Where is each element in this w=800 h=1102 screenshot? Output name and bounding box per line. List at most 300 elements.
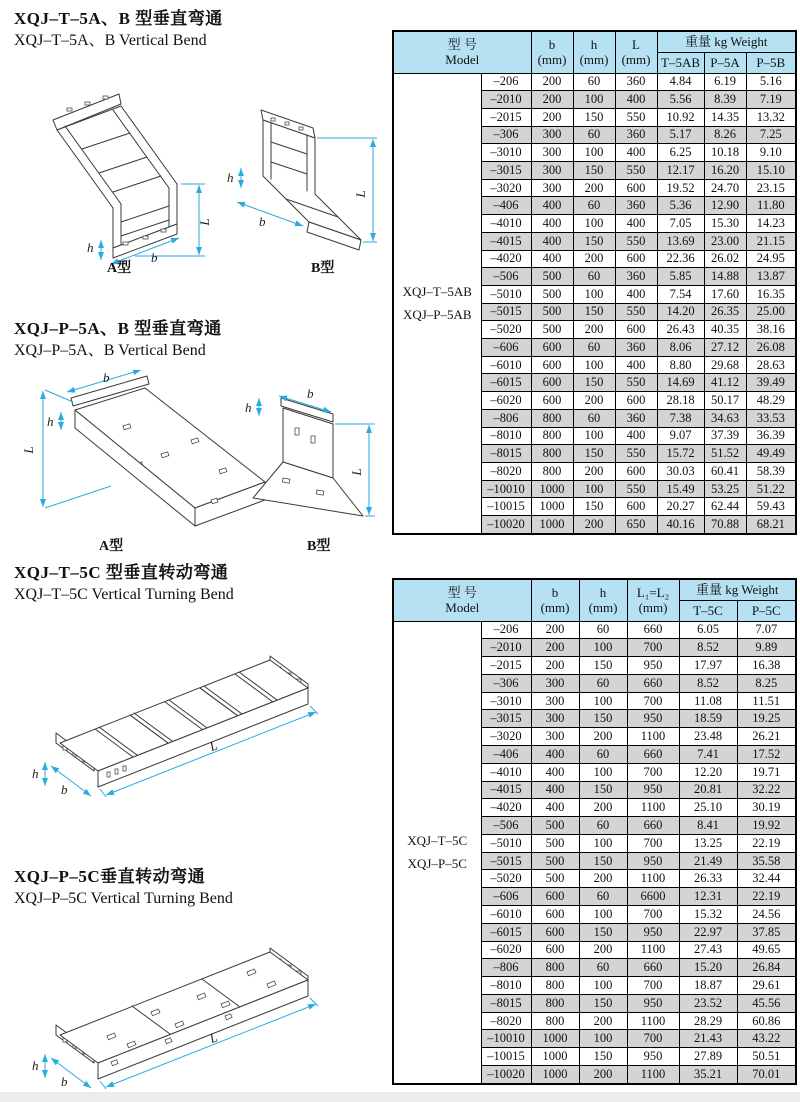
value-cell: 20.27 bbox=[657, 498, 704, 516]
value-cell: 60 bbox=[579, 745, 627, 763]
value-cell: 18.87 bbox=[679, 977, 737, 995]
value-cell: 48.29 bbox=[746, 392, 796, 410]
model-suffix-cell: –3015 bbox=[481, 710, 531, 728]
model-suffix-cell: –5015 bbox=[481, 303, 531, 321]
model-suffix-cell: –6010 bbox=[481, 356, 531, 374]
value-cell: 400 bbox=[615, 427, 657, 445]
value-cell: 60 bbox=[573, 126, 615, 144]
value-cell: 500 bbox=[531, 817, 579, 835]
model-suffix-cell: –406 bbox=[481, 197, 531, 215]
model-suffix-cell: –10015 bbox=[481, 498, 531, 516]
model-suffix-cell: –4015 bbox=[481, 232, 531, 250]
value-cell: 17.60 bbox=[704, 285, 746, 303]
model-suffix-cell: –8010 bbox=[481, 427, 531, 445]
dim-label-l: L bbox=[207, 1029, 220, 1047]
value-cell: 600 bbox=[615, 321, 657, 339]
value-cell: 800 bbox=[531, 959, 579, 977]
value-cell: 400 bbox=[615, 91, 657, 109]
value-cell: 200 bbox=[573, 179, 615, 197]
model-suffix-cell: –6020 bbox=[481, 392, 531, 410]
value-cell: 19.92 bbox=[737, 817, 796, 835]
section-title-p5ab bbox=[14, 318, 222, 362]
model-suffix-cell: –5010 bbox=[481, 285, 531, 303]
value-cell: 500 bbox=[531, 303, 573, 321]
dim-label-b: b bbox=[307, 386, 314, 401]
value-cell: 30.19 bbox=[737, 799, 796, 817]
value-cell: 60 bbox=[579, 888, 627, 906]
value-cell: 8.52 bbox=[679, 639, 737, 657]
value-cell: 800 bbox=[531, 977, 579, 995]
value-cell: 400 bbox=[615, 356, 657, 374]
value-cell: 21.15 bbox=[746, 232, 796, 250]
model-suffix-cell: –206 bbox=[481, 73, 531, 91]
value-cell: 1100 bbox=[627, 941, 679, 959]
value-cell: 12.31 bbox=[679, 888, 737, 906]
value-cell: 12.17 bbox=[657, 162, 704, 180]
value-cell: 23.52 bbox=[679, 994, 737, 1012]
value-cell: 150 bbox=[573, 374, 615, 392]
title-en: XQJ–P–5A、B Vertical Bend bbox=[14, 342, 206, 359]
value-cell: 800 bbox=[531, 427, 573, 445]
model-suffix-cell: –6010 bbox=[481, 906, 531, 924]
value-cell: 5.85 bbox=[657, 268, 704, 286]
value-cell: 60.41 bbox=[704, 462, 746, 480]
value-cell: 24.70 bbox=[704, 179, 746, 197]
value-cell: 360 bbox=[615, 126, 657, 144]
value-cell: 500 bbox=[531, 285, 573, 303]
value-cell: 22.19 bbox=[737, 888, 796, 906]
value-cell: 200 bbox=[579, 941, 627, 959]
value-cell: 800 bbox=[531, 994, 579, 1012]
value-cell: 22.19 bbox=[737, 834, 796, 852]
model-name-cell bbox=[393, 73, 481, 534]
value-cell: 27.89 bbox=[679, 1048, 737, 1066]
value-cell: 150 bbox=[573, 232, 615, 250]
model-suffix-cell: –5010 bbox=[481, 834, 531, 852]
value-cell: 550 bbox=[615, 232, 657, 250]
value-cell: 550 bbox=[615, 303, 657, 321]
value-cell: 700 bbox=[627, 639, 679, 657]
value-cell: 200 bbox=[531, 108, 573, 126]
value-cell: 100 bbox=[579, 906, 627, 924]
value-cell: 500 bbox=[531, 268, 573, 286]
value-cell: 300 bbox=[531, 728, 579, 746]
value-cell: 800 bbox=[531, 462, 573, 480]
value-cell: 700 bbox=[627, 763, 679, 781]
dim-label-h: h bbox=[32, 766, 39, 781]
dim-label-h: h bbox=[32, 1058, 39, 1073]
value-cell: 36.39 bbox=[746, 427, 796, 445]
model-label: XQJ–P–5C bbox=[407, 855, 467, 871]
title-zh: XQJ–P–5A、B 型垂直弯通 bbox=[14, 319, 222, 338]
model-suffix-cell: –506 bbox=[481, 817, 531, 835]
value-cell: 27.43 bbox=[679, 941, 737, 959]
value-cell: 60 bbox=[579, 621, 627, 639]
value-cell: 8.25 bbox=[737, 674, 796, 692]
value-cell: 300 bbox=[531, 126, 573, 144]
value-cell: 9.89 bbox=[737, 639, 796, 657]
value-cell: 8.06 bbox=[657, 339, 704, 357]
model-suffix-cell: –10010 bbox=[481, 480, 531, 498]
model-suffix-cell: –806 bbox=[481, 409, 531, 427]
value-cell: 150 bbox=[579, 710, 627, 728]
dim-label-l: L bbox=[197, 218, 212, 226]
value-cell: 13.87 bbox=[746, 268, 796, 286]
value-cell: 1000 bbox=[531, 480, 573, 498]
value-cell: 5.36 bbox=[657, 197, 704, 215]
value-cell: 600 bbox=[615, 392, 657, 410]
value-cell: 200 bbox=[579, 1012, 627, 1030]
value-cell: 300 bbox=[531, 692, 579, 710]
value-cell: 150 bbox=[579, 994, 627, 1012]
value-cell: 23.15 bbox=[746, 179, 796, 197]
value-cell: 950 bbox=[627, 994, 679, 1012]
value-cell: 19.52 bbox=[657, 179, 704, 197]
model-suffix-cell: –406 bbox=[481, 745, 531, 763]
value-cell: 500 bbox=[531, 834, 579, 852]
model-suffix-cell: –6015 bbox=[481, 374, 531, 392]
value-cell: 150 bbox=[579, 852, 627, 870]
value-cell: 400 bbox=[531, 763, 579, 781]
model-label: XQJ–T–5AB bbox=[402, 283, 472, 299]
value-cell: 53.25 bbox=[704, 480, 746, 498]
title-zh: XQJ–P–5C垂直转动弯通 bbox=[14, 867, 206, 886]
value-cell: 20.81 bbox=[679, 781, 737, 799]
model-suffix-cell: –10020 bbox=[481, 516, 531, 534]
value-cell: 39.49 bbox=[746, 374, 796, 392]
model-suffix-cell: –3020 bbox=[481, 179, 531, 197]
value-cell: 25.10 bbox=[679, 799, 737, 817]
value-cell: 17.52 bbox=[737, 745, 796, 763]
value-cell: 7.41 bbox=[679, 745, 737, 763]
model-suffix-cell: –8015 bbox=[481, 994, 531, 1012]
model-suffix-cell: –8020 bbox=[481, 462, 531, 480]
dim-label-h: h bbox=[245, 400, 252, 415]
value-cell: 50.17 bbox=[704, 392, 746, 410]
dim-label-h: h bbox=[87, 240, 94, 255]
value-cell: 19.25 bbox=[737, 710, 796, 728]
value-cell: 12.90 bbox=[704, 197, 746, 215]
model-suffix-cell: –806 bbox=[481, 959, 531, 977]
value-cell: 1000 bbox=[531, 1030, 579, 1048]
value-cell: 100 bbox=[579, 763, 627, 781]
value-cell: 24.56 bbox=[737, 906, 796, 924]
model-suffix-cell: –4010 bbox=[481, 763, 531, 781]
value-cell: 150 bbox=[579, 781, 627, 799]
col-header-t5c: T–5C bbox=[679, 600, 737, 621]
model-suffix-cell: –606 bbox=[481, 339, 531, 357]
value-cell: 23.48 bbox=[679, 728, 737, 746]
col-header-h: h (mm) bbox=[573, 31, 615, 73]
value-cell: 600 bbox=[531, 374, 573, 392]
value-cell: 500 bbox=[531, 870, 579, 888]
dim-label-b: b bbox=[61, 1074, 68, 1089]
value-cell: 150 bbox=[579, 1048, 627, 1066]
value-cell: 60 bbox=[573, 409, 615, 427]
value-cell: 400 bbox=[531, 781, 579, 799]
value-cell: 1000 bbox=[531, 1048, 579, 1066]
value-cell: 200 bbox=[579, 728, 627, 746]
value-cell: 32.22 bbox=[737, 781, 796, 799]
model-suffix-cell: –8020 bbox=[481, 1012, 531, 1030]
model-suffix-cell: –8015 bbox=[481, 445, 531, 463]
value-cell: 300 bbox=[531, 674, 579, 692]
value-cell: 16.20 bbox=[704, 162, 746, 180]
value-cell: 360 bbox=[615, 339, 657, 357]
value-cell: 660 bbox=[627, 817, 679, 835]
value-cell: 950 bbox=[627, 852, 679, 870]
value-cell: 200 bbox=[531, 73, 573, 91]
value-cell: 70.88 bbox=[704, 516, 746, 534]
value-cell: 7.38 bbox=[657, 409, 704, 427]
value-cell: 700 bbox=[627, 834, 679, 852]
value-cell: 600 bbox=[531, 392, 573, 410]
value-cell: 11.08 bbox=[679, 692, 737, 710]
value-cell: 14.23 bbox=[746, 215, 796, 233]
model-suffix-cell: –4020 bbox=[481, 250, 531, 268]
model-suffix-cell: –506 bbox=[481, 268, 531, 286]
value-cell: 800 bbox=[531, 409, 573, 427]
model-suffix-cell: –2010 bbox=[481, 91, 531, 109]
value-cell: 60 bbox=[573, 268, 615, 286]
type-b-caption: B型 bbox=[311, 261, 335, 275]
model-suffix-cell: –606 bbox=[481, 888, 531, 906]
value-cell: 600 bbox=[531, 923, 579, 941]
table-xqj-5c-wrap bbox=[392, 578, 796, 1085]
value-cell: 5.16 bbox=[746, 73, 796, 91]
model-suffix-cell: –8010 bbox=[481, 977, 531, 995]
value-cell: 400 bbox=[531, 250, 573, 268]
value-cell: 1100 bbox=[627, 1012, 679, 1030]
value-cell: 26.43 bbox=[657, 321, 704, 339]
value-cell: 100 bbox=[579, 692, 627, 710]
value-cell: 33.53 bbox=[746, 409, 796, 427]
value-cell: 950 bbox=[627, 781, 679, 799]
value-cell: 26.08 bbox=[746, 339, 796, 357]
col-header-p5a: P–5A bbox=[704, 52, 746, 73]
value-cell: 600 bbox=[531, 906, 579, 924]
value-cell: 5.17 bbox=[657, 126, 704, 144]
value-cell: 14.20 bbox=[657, 303, 704, 321]
value-cell: 26.35 bbox=[704, 303, 746, 321]
dim-label-l: L bbox=[353, 190, 368, 198]
drawing-p5c-turning-bend bbox=[15, 940, 385, 1102]
value-cell: 8.41 bbox=[679, 817, 737, 835]
value-cell: 400 bbox=[531, 197, 573, 215]
dim-label-b: b bbox=[259, 214, 266, 229]
value-cell: 200 bbox=[531, 621, 579, 639]
model-suffix-cell: –10020 bbox=[481, 1066, 531, 1084]
value-cell: 15.30 bbox=[704, 215, 746, 233]
value-cell: 6.25 bbox=[657, 144, 704, 162]
value-cell: 40.16 bbox=[657, 516, 704, 534]
value-cell: 550 bbox=[615, 108, 657, 126]
value-cell: 700 bbox=[627, 977, 679, 995]
value-cell: 150 bbox=[579, 657, 627, 675]
value-cell: 550 bbox=[615, 374, 657, 392]
value-cell: 7.07 bbox=[737, 621, 796, 639]
value-cell: 950 bbox=[627, 923, 679, 941]
value-cell: 600 bbox=[615, 179, 657, 197]
value-cell: 660 bbox=[627, 959, 679, 977]
value-cell: 11.51 bbox=[737, 692, 796, 710]
value-cell: 400 bbox=[615, 215, 657, 233]
value-cell: 9.10 bbox=[746, 144, 796, 162]
value-cell: 19.71 bbox=[737, 763, 796, 781]
section-title-t5ab bbox=[14, 8, 223, 52]
value-cell: 200 bbox=[573, 321, 615, 339]
value-cell: 11.80 bbox=[746, 197, 796, 215]
value-cell: 100 bbox=[573, 91, 615, 109]
value-cell: 200 bbox=[573, 392, 615, 410]
value-cell: 400 bbox=[615, 144, 657, 162]
value-cell: 7.05 bbox=[657, 215, 704, 233]
table-xqj-5ab bbox=[392, 30, 797, 535]
value-cell: 800 bbox=[531, 445, 573, 463]
value-cell: 660 bbox=[627, 621, 679, 639]
value-cell: 37.85 bbox=[737, 923, 796, 941]
value-cell: 15.32 bbox=[679, 906, 737, 924]
value-cell: 1100 bbox=[627, 799, 679, 817]
value-cell: 700 bbox=[627, 906, 679, 924]
model-suffix-cell: –5020 bbox=[481, 870, 531, 888]
value-cell: 1000 bbox=[531, 498, 573, 516]
value-cell: 26.33 bbox=[679, 870, 737, 888]
value-cell: 13.25 bbox=[679, 834, 737, 852]
model-label: XQJ–T–5C bbox=[407, 832, 468, 848]
value-cell: 12.20 bbox=[679, 763, 737, 781]
section-title-p5c bbox=[14, 866, 233, 910]
value-cell: 200 bbox=[531, 657, 579, 675]
model-suffix-cell: –4015 bbox=[481, 781, 531, 799]
value-cell: 100 bbox=[579, 834, 627, 852]
table-xqj-5ab-wrap bbox=[392, 30, 796, 535]
dim-label-h: h bbox=[47, 414, 54, 429]
value-cell: 35.58 bbox=[737, 852, 796, 870]
value-cell: 70.01 bbox=[737, 1066, 796, 1084]
model-suffix-cell: –206 bbox=[481, 621, 531, 639]
value-cell: 950 bbox=[627, 710, 679, 728]
value-cell: 1000 bbox=[531, 1066, 579, 1084]
value-cell: 18.59 bbox=[679, 710, 737, 728]
title-en: XQJ–T–5A、B Vertical Bend bbox=[14, 32, 207, 49]
col-header-t5ab: T–5AB bbox=[657, 52, 704, 73]
value-cell: 550 bbox=[615, 445, 657, 463]
model-suffix-cell: –2015 bbox=[481, 657, 531, 675]
table2-body bbox=[393, 621, 796, 1084]
value-cell: 200 bbox=[573, 462, 615, 480]
col-header-L: L (mm) bbox=[615, 31, 657, 73]
value-cell: 300 bbox=[531, 162, 573, 180]
col-header-p5c: P–5C bbox=[737, 600, 796, 621]
col-header-b: b (mm) bbox=[531, 579, 579, 621]
value-cell: 500 bbox=[531, 852, 579, 870]
value-cell: 21.43 bbox=[679, 1030, 737, 1048]
value-cell: 200 bbox=[531, 91, 573, 109]
value-cell: 28.29 bbox=[679, 1012, 737, 1030]
value-cell: 38.16 bbox=[746, 321, 796, 339]
value-cell: 58.39 bbox=[746, 462, 796, 480]
table-row bbox=[393, 73, 796, 91]
col-header-model: 型 号 Model bbox=[393, 31, 531, 73]
value-cell: 10.92 bbox=[657, 108, 704, 126]
model-suffix-cell: –3010 bbox=[481, 144, 531, 162]
value-cell: 25.00 bbox=[746, 303, 796, 321]
value-cell: 550 bbox=[615, 480, 657, 498]
value-cell: 60 bbox=[579, 674, 627, 692]
value-cell: 400 bbox=[531, 232, 573, 250]
value-cell: 28.63 bbox=[746, 356, 796, 374]
value-cell: 40.35 bbox=[704, 321, 746, 339]
value-cell: 60 bbox=[579, 817, 627, 835]
value-cell: 6600 bbox=[627, 888, 679, 906]
value-cell: 500 bbox=[531, 321, 573, 339]
model-suffix-cell: –306 bbox=[481, 126, 531, 144]
type-b-caption: B型 bbox=[307, 539, 331, 554]
value-cell: 29.61 bbox=[737, 977, 796, 995]
value-cell: 32.44 bbox=[737, 870, 796, 888]
value-cell: 30.03 bbox=[657, 462, 704, 480]
value-cell: 49.65 bbox=[737, 941, 796, 959]
value-cell: 200 bbox=[579, 870, 627, 888]
value-cell: 100 bbox=[573, 480, 615, 498]
title-zh: XQJ–T–5A、B 型垂直弯通 bbox=[14, 9, 223, 28]
value-cell: 200 bbox=[579, 1066, 627, 1084]
value-cell: 24.95 bbox=[746, 250, 796, 268]
value-cell: 200 bbox=[573, 250, 615, 268]
value-cell: 60.86 bbox=[737, 1012, 796, 1030]
value-cell: 37.39 bbox=[704, 427, 746, 445]
value-cell: 35.21 bbox=[679, 1066, 737, 1084]
value-cell: 14.35 bbox=[704, 108, 746, 126]
value-cell: 1000 bbox=[531, 516, 573, 534]
value-cell: 13.69 bbox=[657, 232, 704, 250]
drawing-t5ab-bends bbox=[15, 90, 385, 280]
value-cell: 22.97 bbox=[679, 923, 737, 941]
value-cell: 100 bbox=[579, 639, 627, 657]
value-cell: 15.20 bbox=[679, 959, 737, 977]
value-cell: 800 bbox=[531, 1012, 579, 1030]
value-cell: 23.00 bbox=[704, 232, 746, 250]
value-cell: 26.84 bbox=[737, 959, 796, 977]
value-cell: 6.19 bbox=[704, 73, 746, 91]
value-cell: 950 bbox=[627, 657, 679, 675]
value-cell: 150 bbox=[573, 162, 615, 180]
value-cell: 1100 bbox=[627, 870, 679, 888]
col-header-L1L2: L₁=L₂ (mm) bbox=[627, 579, 679, 621]
value-cell: 8.39 bbox=[704, 91, 746, 109]
value-cell: 26.02 bbox=[704, 250, 746, 268]
value-cell: 1100 bbox=[627, 728, 679, 746]
dim-label-l: L bbox=[207, 737, 220, 755]
value-cell: 21.49 bbox=[679, 852, 737, 870]
value-cell: 400 bbox=[531, 215, 573, 233]
type-a-caption: A型 bbox=[99, 539, 124, 554]
value-cell: 7.25 bbox=[746, 126, 796, 144]
value-cell: 600 bbox=[531, 339, 573, 357]
value-cell: 8.80 bbox=[657, 356, 704, 374]
value-cell: 16.35 bbox=[746, 285, 796, 303]
title-en: XQJ–P–5C Vertical Turning Bend bbox=[14, 890, 233, 907]
col-header-weight: 重量 kg Weight bbox=[657, 31, 796, 52]
value-cell: 600 bbox=[531, 356, 573, 374]
value-cell: 7.19 bbox=[746, 91, 796, 109]
model-suffix-cell: –2010 bbox=[481, 639, 531, 657]
table-row bbox=[393, 621, 796, 639]
value-cell: 600 bbox=[531, 888, 579, 906]
value-cell: 600 bbox=[531, 941, 579, 959]
value-cell: 60 bbox=[573, 73, 615, 91]
